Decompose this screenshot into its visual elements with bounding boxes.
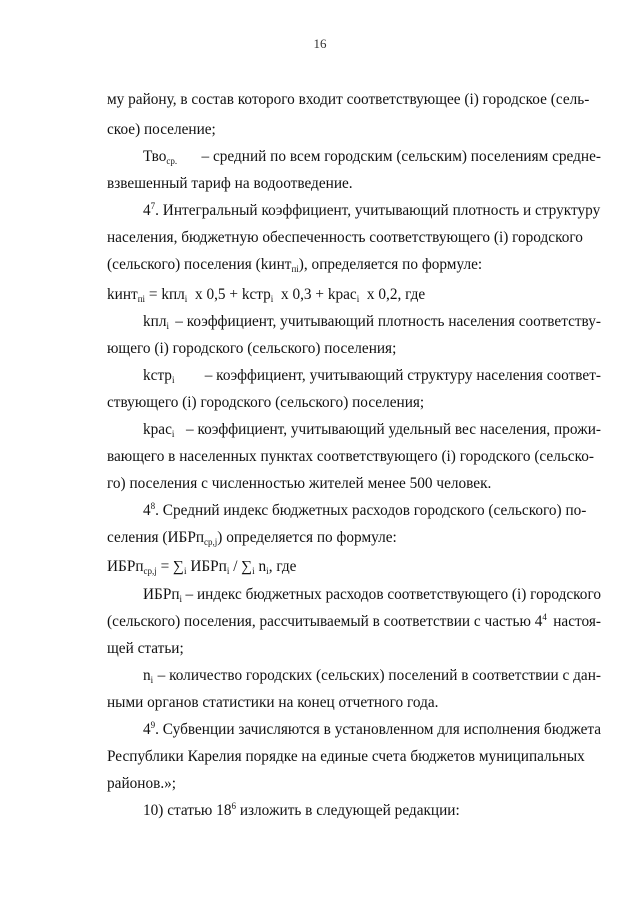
formula-term: = ∑ <box>160 558 184 575</box>
text-line <box>143 666 601 686</box>
text-line <box>107 90 601 110</box>
line-text: ющего (i) городского (сельского) поселения; <box>107 340 397 357</box>
text-line <box>107 747 601 767</box>
subscript: i <box>270 294 274 304</box>
formula-term: = kпл <box>148 286 185 303</box>
text-line <box>107 255 482 275</box>
line-text: ными органов статистики на конец отчетного года. <box>107 694 439 711</box>
line-text: Республики Карелия порядке на единые счета бюджетов муниципальных <box>107 748 585 765</box>
formula-line <box>107 557 296 577</box>
text-line <box>107 639 184 659</box>
paragraph-number: 4 <box>143 721 151 738</box>
subscript: ср,j <box>204 537 218 547</box>
text-line <box>107 612 601 632</box>
text-line <box>143 312 601 332</box>
line-text: . Средний индекс бюджетных расходов городского (сельского) по- <box>155 502 587 519</box>
line-text: . Интегральный коэффициент, учитывающий плотность и структуру <box>155 202 601 219</box>
line-text: щей статьи; <box>107 640 184 657</box>
line-text: (сельского) поселения (kинт <box>107 256 292 273</box>
formula-term: n <box>258 558 267 575</box>
line-text: (сельского) поселения, рассчитываемый в соответствии с частью 4 <box>107 613 543 630</box>
text-line <box>107 447 601 467</box>
formula-line <box>107 285 425 305</box>
line-text: му району, в состав которого входит соответствующее (i) городское (сель- <box>107 91 590 108</box>
subscript: i <box>171 429 175 439</box>
formula-term: ИБРп <box>190 558 227 575</box>
line-text: изложить в следующей редакции: <box>239 802 460 819</box>
line-text: настоя- <box>553 613 601 630</box>
line-text: – индекс бюджетных расходов соответствующего (i) городского <box>185 586 601 603</box>
text-line <box>107 228 601 248</box>
text-line <box>107 474 491 494</box>
line-text: . Субвенции зачисляются в установленном для исполнения бюджета <box>155 721 602 738</box>
superscript: 9 <box>150 720 156 730</box>
text-line <box>143 720 601 740</box>
superscript: 4 <box>542 612 547 622</box>
line-text: – коэффициент, учитывающий плотность населения соответству- <box>175 313 601 330</box>
subscript: i <box>150 675 154 685</box>
text-line <box>107 774 176 794</box>
subscript: i <box>226 566 230 576</box>
formula-term: x 0,2, где <box>366 286 426 303</box>
subscript: ср. <box>166 156 178 166</box>
subscript: i <box>179 594 183 604</box>
paragraph-number: 4 <box>143 202 151 219</box>
term-symbol: Тво <box>143 148 167 165</box>
line-text: – коэффициент, учитывающий структуру населения соответ- <box>204 367 601 384</box>
subscript: i <box>166 321 169 331</box>
text-line <box>143 585 601 605</box>
line-text: – коэффициент, учитывающий удельный вес населения, прожи- <box>185 421 601 438</box>
formula-term: x 0,5 + kстр <box>194 286 271 303</box>
text-line <box>107 693 439 713</box>
superscript: 7 <box>150 201 156 211</box>
text-line <box>143 801 460 821</box>
term-symbol: kстр <box>143 367 172 384</box>
subscript: пi <box>137 294 146 304</box>
text-line <box>143 147 601 167</box>
subscript: пi <box>291 264 299 274</box>
formula-term: ИБРп <box>107 558 144 575</box>
text-line <box>143 366 601 386</box>
subscript: i <box>183 566 187 576</box>
line-text: ) определяется по формуле: <box>217 529 397 546</box>
line-text: го) поселения с численностью жителей менее 500 человек. <box>107 475 492 492</box>
formula-term: x 0,3 + kрас <box>280 286 357 303</box>
line-text: населения, бюджетную обеспеченность соответствующего (i) городского <box>107 229 583 246</box>
line-text: ствующего (i) городского (сельского) поселения; <box>107 394 425 411</box>
text-line <box>143 201 600 221</box>
superscript: 6 <box>231 801 236 811</box>
line-text: вающего в населенных пунктах соответствующего (i) городского (сельско- <box>107 448 594 465</box>
line-text: 10) статью 18 <box>143 802 232 819</box>
line-text: районов.»; <box>107 775 177 792</box>
subscript: i <box>184 294 188 304</box>
superscript: 8 <box>150 501 156 511</box>
term-symbol: ИБРп <box>143 586 180 603</box>
text-line <box>107 393 424 413</box>
subscript: ср,j <box>143 566 157 576</box>
page-number: 16 <box>313 36 327 51</box>
text-line <box>143 501 586 521</box>
text-line <box>107 339 396 359</box>
line-text: взвешенный тариф на водоотведение. <box>107 175 353 192</box>
text-line <box>143 420 601 440</box>
formula-term: , где <box>268 558 297 575</box>
term-symbol: n <box>143 667 151 684</box>
formula-term: / ∑ <box>233 558 253 575</box>
text-line <box>107 528 397 548</box>
line-text: ское) поселение; <box>107 121 216 138</box>
line-text: ), определяется по формуле: <box>298 256 483 273</box>
subscript: i <box>266 566 269 576</box>
term-symbol: kрас <box>143 421 172 438</box>
subscript: i <box>252 566 255 576</box>
line-text: – количество городских (сельских) поселений в соответствии с дан- <box>157 667 601 684</box>
subscript: i <box>356 294 360 304</box>
text-line <box>107 120 216 140</box>
line-text: селения (ИБРп <box>107 529 205 546</box>
line-text: – средний по всем городским (сельским) поселениям средне- <box>201 148 601 165</box>
term-symbol: kпл <box>143 313 167 330</box>
paragraph-number: 4 <box>143 502 151 519</box>
text-line <box>107 174 353 194</box>
formula-term: kинт <box>107 286 138 303</box>
subscript: i <box>171 375 175 385</box>
